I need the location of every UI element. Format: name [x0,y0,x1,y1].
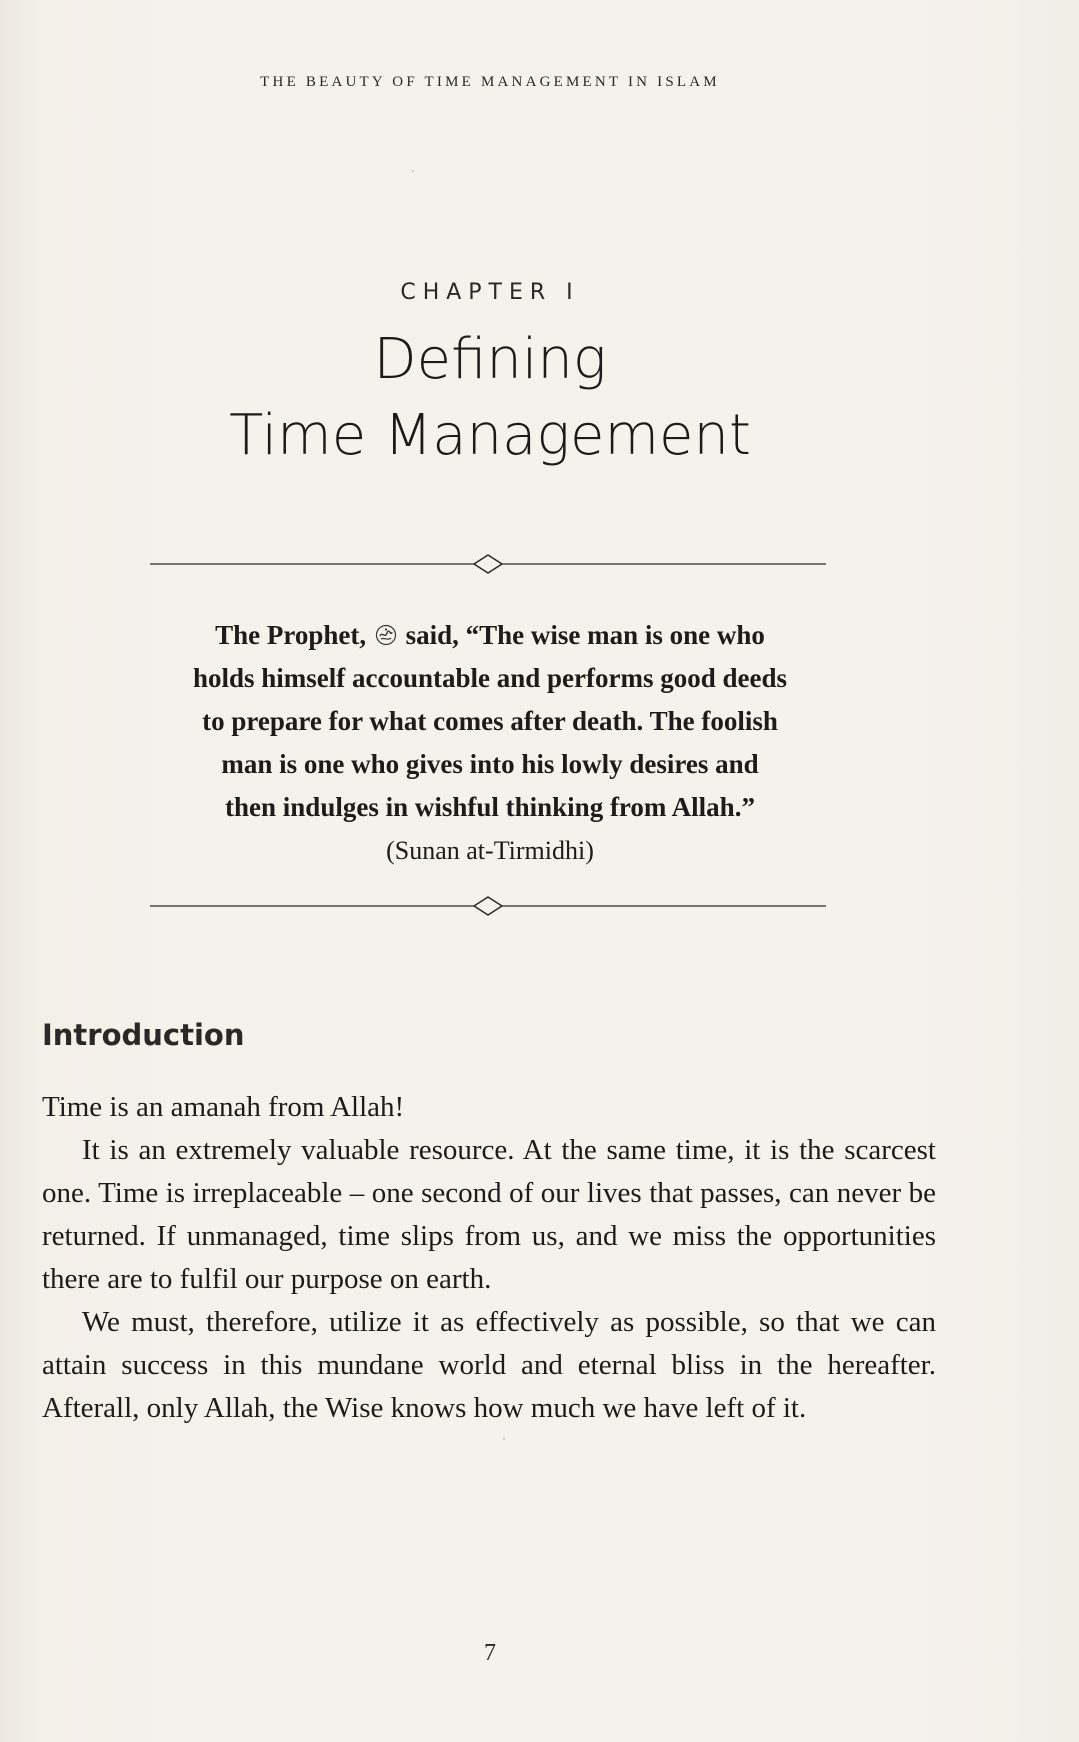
body-paragraph: Time is an amanah from Allah! [42,1091,405,1123]
paper-speck [503,1438,505,1440]
running-head: THE BEAUTY OF TIME MANAGEMENT IN ISLAM [260,74,720,90]
paper-speck [412,170,414,172]
body-paragraph: It is an extremely valuable resource. At the same time, it is the scarcest one. Time is irreplaceable – one second of our lives that passes, can never be returned. If unmanaged, time slips from us, and we miss the opportunities there are to fulfil our purpose on earth. [42,1134,936,1295]
epigraph-line-1 [140,614,840,657]
section-heading: Introduction [42,1018,245,1052]
epigraph-line-4: man is one who gives into his lowly desires and [221,749,759,779]
chapter-title-line-1: Defining [373,327,607,392]
chapter-title-line-2: Time Management [229,403,751,468]
diamond-ornament-icon [150,552,826,576]
chapter-label: CHAPTER I [400,280,580,305]
epigraph-quote [140,614,840,872]
ornamental-divider-top [150,552,826,576]
epigraph-line-3: to prepare for what comes after death. The foolish [202,706,778,736]
chapter-title [0,322,980,474]
epigraph-line-1-end: said, “The wise man is one who [405,620,765,650]
body-paragraph: We must, therefore, utilize it as effectively as possible, so that we can attain success in this mundane world and eternal bliss in the hereafter. Afterall, only Allah, the Wise knows how much we have left of it. [42,1306,936,1424]
ornamental-divider-bottom [150,894,826,918]
salawat-calligraphy-icon [375,624,397,646]
body-text [42,1086,936,1430]
diamond-ornament-icon [150,894,826,918]
page-number: 7 [484,1640,496,1666]
epigraph-line-5: then indulges in wishful thinking from Allah.” [225,792,755,822]
epigraph-line-2: holds himself accountable and performs good deeds [192,663,788,693]
epigraph-line-1-start: The Prophet, [215,620,367,650]
epigraph-citation: (Sunan at-Tirmidhi) [386,836,594,865]
